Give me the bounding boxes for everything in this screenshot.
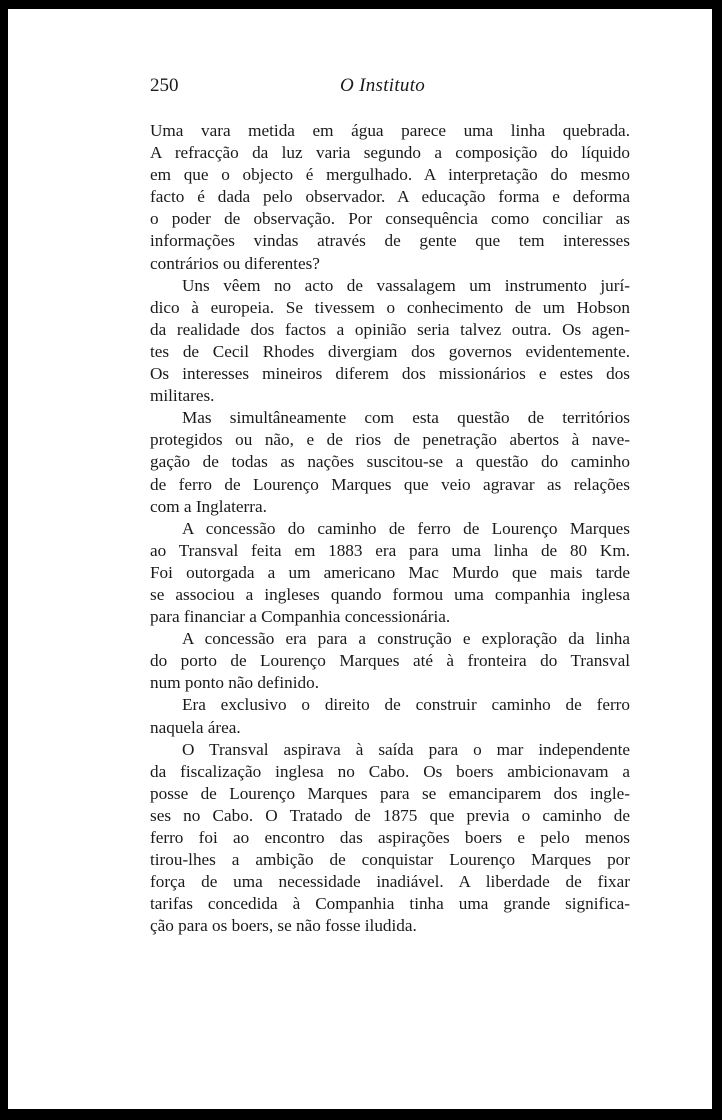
text-line: Uns vêem no acto de vassalagem um instrumento jurí- [182,275,630,295]
paragraph [150,407,630,517]
text-line: tes de Cecil Rhodes divergiam dos governos evidentemente. [150,341,630,361]
text-line: militares. [150,386,215,406]
text-line: da fiscalização inglesa no Cabo. Os boers ambicionavam a [150,761,630,781]
paragraph [150,518,630,628]
paragraph [150,275,630,408]
text-line: A refracção da luz varia segundo a composição do líquido [150,143,630,163]
text-line: naquela área. [150,717,241,737]
text-line: informações vindas através de gente que tem interesses [150,231,630,251]
text-line: em que o objecto é mergulhado. A interpretação do mesmo [150,165,630,185]
book-page [8,9,712,1109]
text-line: de ferro de Lourenço Marques que veio agravar as relações [150,474,630,494]
text-line: tarifas concedida à Companhia tinha uma grande significa- [150,894,630,914]
text-line: se associou a ingleses quando formou uma companhia inglesa [150,584,630,604]
text-line: posse de Lourenço Marques para se emanciparem dos ingle- [150,783,630,803]
text-line: A concessão era para a construção e exploração da linha [182,629,630,649]
text-line: ção para os boers, se não fosse iludida. [150,916,417,936]
text-line: O Transval aspirava à saída para o mar independente [182,739,630,759]
text-line: da realidade dos factos a opinião seria talvez outra. Os agen- [150,319,630,339]
paragraph [150,694,630,738]
running-title: O Instituto [340,75,426,96]
text-line: ferro foi ao encontro das aspirações boers e pelo menos [150,828,630,847]
text-line: Uma vara metida em água parece uma linha quebrada. [150,121,630,140]
text-line: facto é dada pelo observador. A educação forma e deforma [150,187,630,207]
page-header [150,75,586,105]
text-line: o poder de observação. Por consequência como conciliar as [150,209,630,229]
text-line: ses no Cabo. O Tratado de 1875 que previa o caminho de [150,805,630,825]
text-line: Foi outorgada a um americano Mac Murdo que mais tarde [150,562,630,582]
text-line: Mas simultâneamente com esta questão de territórios [182,408,630,428]
text-line: contrários ou diferentes? [150,253,320,273]
paragraph [150,120,630,275]
text-line: Era exclusivo o direito de construir caminho de ferro [182,695,630,715]
text-line: gação de todas as nações suscitou-se a questão do caminho [150,452,630,472]
text-line: protegidos ou não, e de rios de penetração abertos à nave- [150,430,630,450]
paragraph [150,739,630,938]
paragraph [150,628,630,694]
text-line: num ponto não definido. [150,673,319,693]
page-number: 250 [150,75,179,96]
text-line: dico à europeia. Se tivessem o conhecimento de um Hobson [150,297,630,317]
text-line: do porto de Lourenço Marques até à fronteira do Transval [150,651,630,671]
text-line: Os interesses mineiros diferem dos missionários e estes dos [150,364,630,384]
text-line: força de uma necessidade inadiável. A liberdade de fixar [150,872,630,892]
text-line: com a Inglaterra. [150,496,267,516]
text-line: A concessão do caminho de ferro de Lourenço Marques [182,518,630,538]
body-text [150,120,630,937]
text-line: para financiar a Companhia concessionária. [150,607,451,627]
text-line: tirou-lhes a ambição de conquistar Lourenço Marques por [150,850,630,870]
text-line: ao Transval feita em 1883 era para uma linha de 80 Km. [150,540,630,560]
